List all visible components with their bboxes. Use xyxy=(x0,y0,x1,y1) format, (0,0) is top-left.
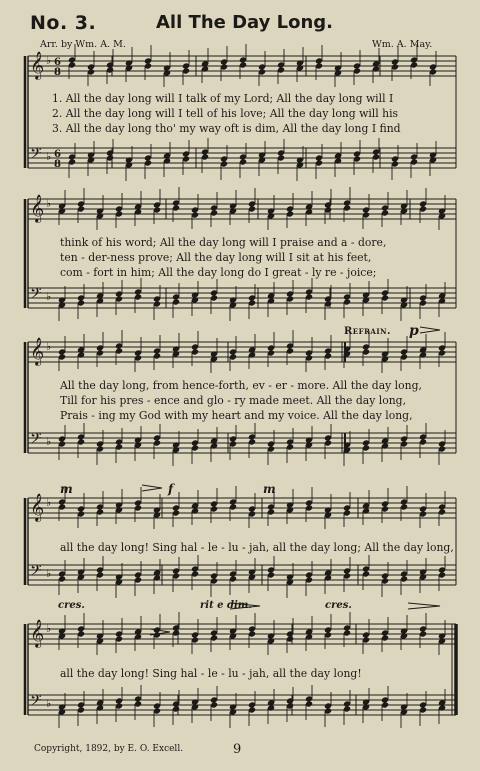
treble-clef-icon: 𝄞 xyxy=(30,493,45,521)
flat-icon: ♭ xyxy=(46,697,52,710)
lyric-line: Prais - ing my God with my heart and my voice. All the day long, xyxy=(60,409,413,422)
hymn-number: No. 3. xyxy=(30,12,97,34)
treble-clef-icon: 𝄞 xyxy=(30,194,45,222)
lyric-line: ten - der-ness prove; All the day long will I sit at his feet, xyxy=(60,251,372,264)
lyric-line: 2. All the day long will I tell of his love; All the day long will his xyxy=(52,107,399,120)
flat-icon: ♭ xyxy=(46,435,52,448)
bass-clef-icon: 𝄢 xyxy=(30,285,42,306)
accent-mark xyxy=(142,485,162,491)
lyric-line: All the day long, from hence-forth, ev - er - more. All the day long, xyxy=(60,379,422,392)
arranger-credit: Arr. by Wm. A. M. xyxy=(40,39,126,50)
bass-clef-icon: 𝄢 xyxy=(30,692,42,713)
time-signature: 6 xyxy=(54,149,61,160)
time-signature: 8 xyxy=(54,159,61,170)
lyric-line: com - fort in him; All the day long do I great - ly re - joice; xyxy=(60,266,377,279)
lyric-line: 3. All the day long tho' my way oft is dim, All the day long I find xyxy=(52,122,401,135)
lyric-line: all the day long! Sing hal - le - lu - jah, all the day long; All the day long, xyxy=(60,541,454,554)
accent-mark xyxy=(420,327,440,333)
flat-icon: ♭ xyxy=(46,150,52,163)
lyric-line: all the day long! Sing hal - le - lu - jah, all the day long! xyxy=(60,667,362,680)
bass-clef-icon: 𝄢 xyxy=(30,145,42,166)
dynamic-p: p xyxy=(409,323,419,339)
time-signature: 8 xyxy=(54,67,61,78)
bass-clef-icon: 𝄢 xyxy=(30,430,42,451)
dynamic-m: m xyxy=(263,482,276,496)
cres-marking: cres. xyxy=(325,600,352,611)
accent-mark xyxy=(408,603,440,609)
page-number: 9 xyxy=(233,742,242,757)
composer-credit: Wm. A. May. xyxy=(372,39,433,50)
bass-clef-icon: 𝄢 xyxy=(30,562,42,583)
dynamic-f: f xyxy=(168,482,174,496)
lyric-line: Till for his pres - ence and glo - ry made meet. All the day long, xyxy=(60,394,407,407)
flat-icon: ♭ xyxy=(46,290,52,303)
refrain-label: Refrain. xyxy=(344,326,392,337)
copyright-notice: Copyright, 1892, by E. O. Excell. xyxy=(34,744,184,754)
cres-marking: cres. xyxy=(58,600,85,611)
dynamic-m: m xyxy=(60,482,73,496)
flat-icon: ♭ xyxy=(46,622,52,635)
treble-clef-icon: 𝄞 xyxy=(30,337,45,365)
flat-icon: ♭ xyxy=(46,340,52,353)
treble-clef-icon: 𝄞 xyxy=(30,619,45,647)
treble-clef-icon: 𝄞 xyxy=(30,51,45,79)
flat-icon: ♭ xyxy=(46,567,52,580)
lyric-line: 1. All the day long will I talk of my Lord; All the day long will I xyxy=(52,92,394,105)
flat-icon: ♭ xyxy=(46,496,52,509)
lyric-line: think of his word; All the day long will I praise and a - dore, xyxy=(60,236,387,249)
rit-marking: rit e dim. xyxy=(200,600,252,611)
flat-icon: ♭ xyxy=(46,54,52,67)
flat-icon: ♭ xyxy=(46,197,52,210)
time-signature: 6 xyxy=(54,57,61,68)
hymn-title: All The Day Long. xyxy=(156,12,334,33)
